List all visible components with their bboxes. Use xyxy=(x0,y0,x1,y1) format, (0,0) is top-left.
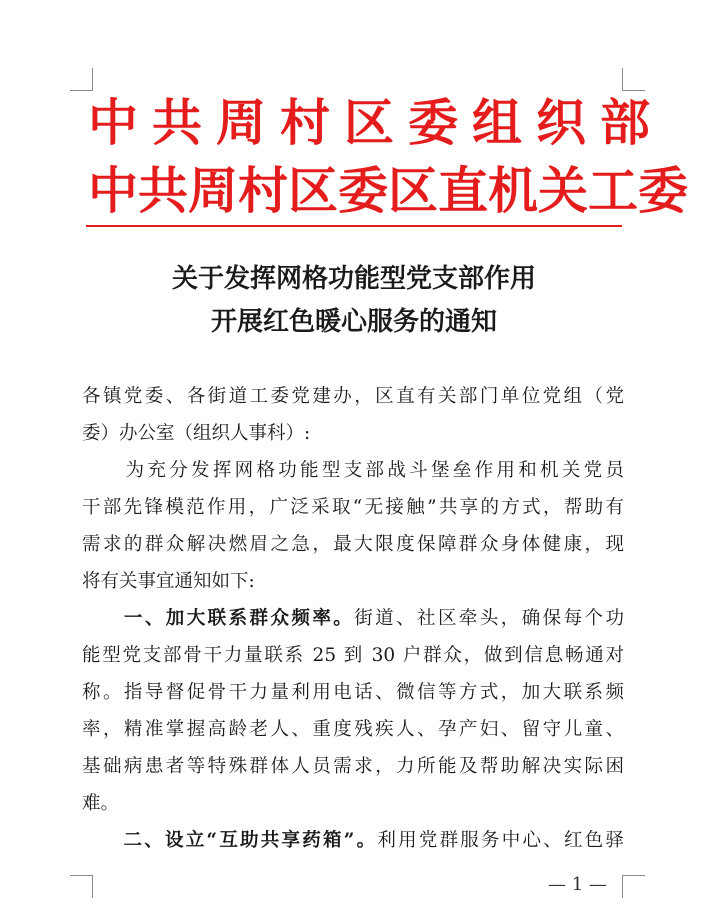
body-line-2: 委）办公室（组织人事科）: xyxy=(82,423,311,444)
document-title-line-1: 关于发挥网格功能型党支部作用 xyxy=(171,264,536,294)
body-line-5: 需求的群众解决燃眉之急，最大限度保障群众身体健康，现 xyxy=(82,534,624,555)
body-line-11: 难。 xyxy=(82,793,120,814)
body-line-8: 称。指导督促骨干力量利用电话、微信等方式，加大联系频 xyxy=(82,682,624,703)
document-title-line-2: 开展红色暖心服务的通知 xyxy=(210,307,497,337)
crop-mark-bottom-right xyxy=(622,875,645,898)
page-number: — 1 — xyxy=(548,874,607,895)
red-divider xyxy=(86,225,622,227)
section-2-heading: 二、设立“互助共享药箱”。 xyxy=(123,830,378,851)
crop-mark-top-right xyxy=(622,68,645,91)
body-line-1: 各镇党委、各街道工委党建办，区直有关部门单位党组（党 xyxy=(82,386,624,407)
body-line-6: 将有关事宜通知如下: xyxy=(82,571,255,592)
crop-mark-bottom-left xyxy=(70,875,93,898)
section-1-heading: 一、加大联系群众频率。 xyxy=(123,608,355,629)
section-1-first-line xyxy=(82,609,624,629)
section-2-first-line xyxy=(82,831,624,851)
body-line-9: 率，精准掌握高龄老人、重度残疾人、孕产妇、留守儿童、 xyxy=(82,719,624,740)
crop-mark-top-left xyxy=(70,68,93,91)
section-1-text-start: 街道、社区牵头，确保每个功 xyxy=(354,608,624,629)
body-line-4: 干部先锋模范作用，广泛采取“无接触”共享的方式，帮助有 xyxy=(82,497,624,518)
issuer-header-line-2: 中共周村区委区直机关工委 xyxy=(88,162,688,220)
body-line-7: 能型党支部骨干力量联系 25 到 30 户群众，做到信息畅通对 xyxy=(82,645,624,666)
section-2-text-start: 利用党群服务中心、红色驿 xyxy=(377,830,624,851)
issuer-header-line-1: 中共周村区委组织部 xyxy=(88,94,664,152)
body-line-3: 为充分发挥网格功能型支部战斗堡垒作用和机关党员 xyxy=(82,460,624,481)
body-line-10: 基础病患者等特殊群体人员需求，力所能及帮助解决实际困 xyxy=(82,756,624,777)
